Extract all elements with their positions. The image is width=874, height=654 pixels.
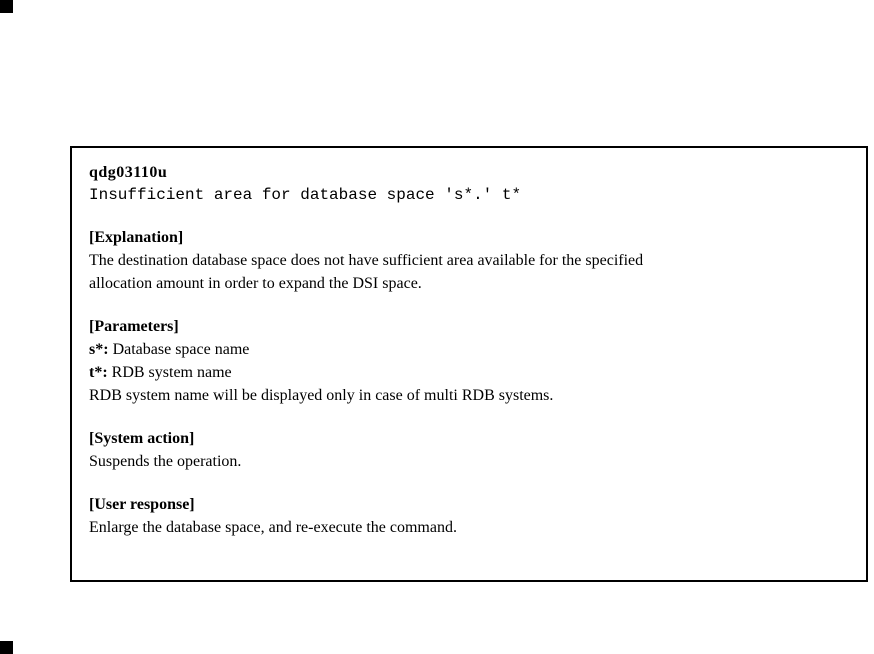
explanation-heading: [Explanation] (89, 229, 184, 246)
corner-mark-top (0, 0, 13, 13)
user-response-body: Enlarge the database space, and re-execute the command. (89, 519, 457, 536)
system-action-heading: [System action] (89, 430, 195, 447)
system-action-section (89, 428, 849, 473)
parameter-item (89, 338, 849, 361)
parameter-value: RDB system name (107, 364, 232, 381)
message-text: Insufficient area for database space 's*.' t* (89, 186, 522, 204)
message-id: qdg03110u (89, 164, 168, 181)
system-action-body: Suspends the operation. (89, 453, 242, 470)
parameter-key: s*: (89, 341, 109, 358)
user-response-section (89, 494, 849, 539)
parameters-heading: [Parameters] (89, 318, 179, 335)
parameter-item (89, 361, 849, 384)
user-response-heading: [User response] (89, 496, 195, 513)
explanation-line: allocation amount in order to expand the DSI space. (89, 275, 422, 292)
parameters-section (89, 316, 849, 407)
corner-mark-bottom (0, 641, 13, 654)
parameter-value: Database space name (108, 341, 250, 358)
explanation-body (89, 249, 849, 295)
explanation-line: The destination database space does not have sufficient area available for the specified (89, 252, 644, 269)
parameter-key: t*: (89, 364, 108, 381)
parameters-note: RDB system name will be displayed only in case of multi RDB systems. (89, 387, 554, 404)
message-box (70, 146, 868, 582)
explanation-section (89, 227, 849, 295)
parameters-body (89, 338, 849, 407)
